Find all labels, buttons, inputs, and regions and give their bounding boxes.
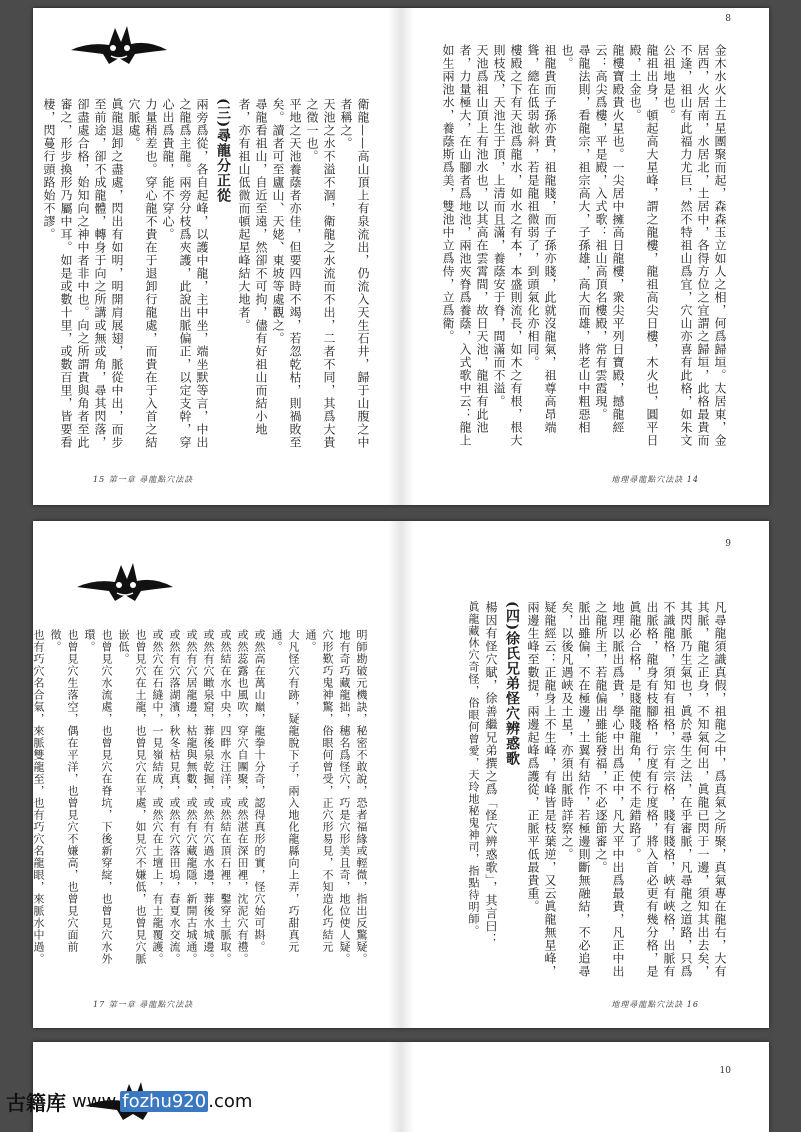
page-spread — [33, 8, 769, 505]
verse-line: 也曾見穴在土龍，也曾見穴在平處，如見穴不嫌低，也曾見穴脈嵌低。 — [117, 629, 147, 965]
page-footer-right: 地理尋龍點穴法訣 14 — [611, 475, 699, 484]
right-page-text — [438, 44, 728, 454]
verse-line: 地有奇巧藏龍拙，穗名爲怪穴，巧是穴形美且奇，地位使人疑。 — [338, 629, 351, 965]
left-page-text — [32, 629, 370, 969]
left-page-text — [42, 98, 371, 458]
verse-line: 明師勘破元機訣，秘密不敢說，恐者福緣或輕微，指出反驚疑。 — [355, 629, 368, 965]
paragraph: 眞龍退卸之盡處，閃出有如明，明開肩展翅，脈從中出，而步至前途，卻不成龍體，轉身于向之所講或無或角，尋其閃落，卻盡處合格，始知向之神中者非中也。向之所謂貴與角者至此審之，形步換形乃屬中耳。如是或數十里，或數百里，皆要看棲，閃蔓行頭路始不謬。 — [42, 98, 124, 449]
verse-line: 或然結在水中央，四畔水汪洋，或然結在頂石裡，鑿穿土脈取。 — [219, 629, 232, 965]
book-gutter — [388, 1042, 414, 1132]
site-watermark — [6, 1086, 252, 1116]
paragraph: 祖龍貴而子孫亦貴，祖龍賤，而子孫亦賤，此就沒龍氣，祖尊高昂端聳，總在低弱欹斜，若是龍祖微弱了，到頭氣化亦相同。 — [526, 44, 557, 434]
paragraph: 凡尋龍須識真假，祖龍之中，爲真氣之所聚，真氣專在龍右，大有其脈，龍之正身，不知氣何出，眞龍已閃于一邊，須知其出去矣，其閃脈乃生氣也，眞於尋生之法，在乎審脈，凡尋龍之道路，只爲不識龍格，須知有祖格，宗有宗格，賤有賤格，峽有峽格，出脈有出脈格，龍身有枝腳格，行度有行度格，將入首必更有幾分格，是眞龍必合格，是賤龍賤龍角，使不走錯路了。 — [628, 601, 727, 978]
verse-line: 也曾見穴生落空，偶在平洋，也曾見穴不嫌高，也曾見穴面前徵。 — [49, 629, 79, 953]
site-name: 古籍库 — [6, 1090, 66, 1115]
paragraph: 衛龍——高山頂上有泉流出，仍流入天生石井，歸于山腹之中者稱之。 — [339, 98, 370, 449]
verse-line: 也曾見穴水流處，也曾見穴在脊坑，下後新穿綻，也曾見穴水外環。 — [83, 629, 113, 965]
dragon-head-logo — [75, 557, 175, 603]
paragraph: 尋龍看祖山，自近至遠，然卻不可拘，儘有好祖山而結小地者，亦有祖山低微而頓起星峰結大地者。 — [237, 98, 268, 436]
page-number: 8 — [725, 14, 731, 24]
paragraph: 楊因有怪穴賦，徐善繼兄弟撰之爲「怪穴辨惑歌」，其言曰： — [484, 601, 498, 946]
page-footer-right: 地理尋龍點穴法訣 16 — [611, 1000, 699, 1009]
page-number: 9 — [725, 539, 731, 549]
paragraph: 天池之水不溢不涸，衛龍之水流而不出，二者不同，其爲大貴之徵一也。 — [305, 98, 336, 449]
verse-line: 或然蕊露也風吹，穿穴自團聚，或然湛在深田裡，沈泥穴有禮。 — [236, 629, 249, 965]
paragraph: 龍祖出身，頓起高大星峰，謂之龍樓，龍祖高尖日樓，木火也，圓平日殿，土金也。 — [628, 44, 659, 447]
paragraph: 樓殿之下有天池爲龍水，如水之有本，本盛則流長，如木之有根，根大則枝茂，天池生于頂，上清而且滿，養蔭安于脊，間滿而不溢。 — [492, 44, 523, 447]
page-number: 10 — [719, 1066, 731, 1076]
verse-line: 或然高在萬山巔，龍拳十分奇，認得真形的實，怪穴始可斟。 — [253, 629, 266, 953]
paragraph: 疑龍經云：正龍身上不生峰，有峰皆是枝葉逆，又云眞龍無星峰，兩邊生峰至數提，兩邊起峰爲護從，正脈平低最貴重。 — [526, 601, 557, 978]
url-prefix: www. — [72, 1090, 121, 1112]
book-gutter — [388, 8, 414, 505]
verse-line: 穴形歎巧鬼神驚，俗眼何曾受，正穴形易見，不知造化巧結元通。 — [304, 629, 334, 953]
book-gutter — [388, 521, 414, 1028]
paragraph: 尋龍法則，看龍宗，祖宗高大，子孫雄，高大而雄，將老山中粗惡相也。 — [560, 44, 591, 434]
verse-line: 或然有穴居龍邊，枯龍與無數，或然有穴藏龍隱，新開古城通。 — [185, 629, 198, 965]
page-footer-left: 15 第一章 尋龍點穴法訣 — [93, 475, 194, 484]
url-highlight: fozhu920 — [122, 1090, 207, 1112]
url-suffix: .com — [208, 1090, 253, 1112]
paragraph: 脈出雖偏，不在極邊，土翼有結作，若極邊則斷無融結，不必追尋矣，以後凡遇峽及土星，亦須出脈時詳察之。 — [560, 601, 591, 978]
verse-line: 也有巧穴名合氣，來脈雙龍至，也有巧穴名龍眼，來脈水中過。 — [32, 629, 45, 965]
paragraph: 龍樓寶殿貴火星也。一尖居中擁高日龍樓，衆尖平列日寶殿，撼龍經云：高尖爲樓，平是殿，入式歌：祖山高頂名樓殿，常有雲霞現。 — [594, 44, 625, 434]
section-heading: (三)尋龍分正從 — [215, 98, 231, 204]
paragraph: 力量稍差也。穿心龍不貴在于退卸行龍處，而貴在于入首之結穴脈處。 — [127, 98, 158, 449]
site-url — [72, 1091, 252, 1112]
page-spread — [33, 521, 769, 1028]
right-page-text — [438, 601, 728, 981]
page-footer-left: 17 第一章 尋龍點穴法訣 — [93, 1000, 194, 1009]
paragraph: 地理以脈出爲貴，學心中出爲正中，凡大平中出爲最貴，凡正中出之龍所主，若龍偏出雖能發福，不必逐節審之。 — [594, 601, 625, 978]
verse-line: 或然有穴落湖濱，秋冬枯見真，或然有穴落田塢，春夏水交流。 — [168, 629, 181, 965]
verse-line: 或然穴在石縫中，一見嶺結成，或然穴在土壇上，有土龍覆護。 — [151, 629, 164, 965]
verse-line: 或然有穴瞰泉窟，葬後泉乾掘，或然有穴過水邊，葬後水城邊。 — [202, 629, 215, 965]
verse-line: 大凡怪穴有跡，疑龍脫下子，兩入地化龍縣向上弄，巧甜真元通。 — [270, 629, 300, 953]
paragraph: 金木水火土五星團聚而起，森森玉立如人之相，何爲歸垣。太居東，金居西，火居南，水居北，土居中，各得方位之宜謂之歸垣，此格最貴而不逢，祖山有此福力尤巨，然不特祖山爲宜，穴山亦喜有此格，如朱文公祖地是也。 — [662, 44, 727, 447]
paragraph: 天池爲祖山頂上有池水也，以其高在雲霄間，故日天池，龍祖有此池者，力量極大，在山腳者爲地池，兩池夾脊爲養蔭，入式歌中云：龍上如生兩池水，養蔭斯爲美，雙池中立爲侍，立爲衛。 — [441, 44, 489, 447]
paragraph: 兩旁爲從，各自起峰，以護中龍，主中坐，端坐默等言，中出之龍爲主龍。兩旁分枝爲夾護，此說出脈偏正，以定支幹，穿心出爲貴龍，能不穿心。 — [161, 98, 209, 449]
section-heading: (四)徐氏兄弟怪穴辨惑歌 — [504, 601, 520, 767]
verse-line: 眞龍藏休穴奇怪，俗眼何曾愛，天玲地秘鬼神司，指點待明師。 — [467, 601, 480, 937]
paragraph: 平地之天池養蔭者亦佳，但要四時不竭，若忽乾枯，則禍敗至矣。讀者可至廬山、天姥、東坡等處觀之。 — [271, 98, 302, 449]
dragon-head-logo — [69, 20, 169, 66]
